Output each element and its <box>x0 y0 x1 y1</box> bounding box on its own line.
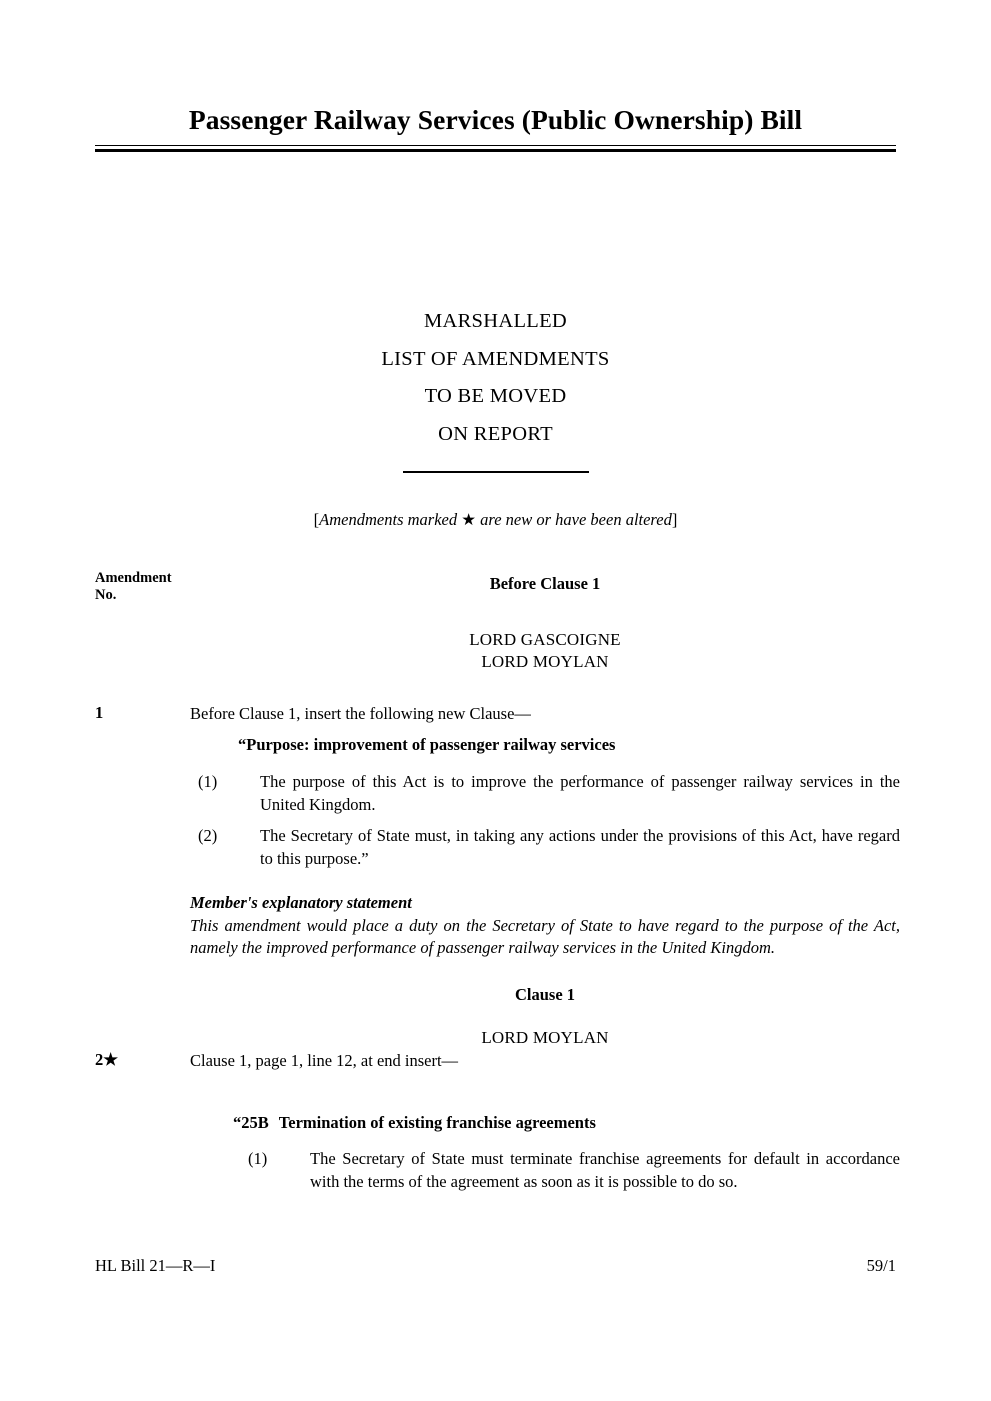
section-heading-clause-1: Clause 1 <box>514 985 576 1004</box>
explanatory-statement-1 <box>190 892 900 960</box>
subsection-text: The Secretary of State must terminate franchise agreements for default in accordance with the terms of the agreement as soon as it is possible to do so. <box>310 1149 900 1191</box>
subsection-1-1 <box>198 771 900 816</box>
divider-rule <box>403 471 589 473</box>
amendment-no-header-line2: No. <box>95 587 117 603</box>
star-note <box>95 510 896 530</box>
star-note-open-bracket: [ <box>313 510 320 529</box>
star-note-text-before: Amendments marked <box>319 510 462 529</box>
peer-name: LORD MOYLAN <box>481 1028 609 1047</box>
subsection-marker: (1) <box>198 772 218 791</box>
title-block <box>95 104 896 152</box>
sponsor-peers-1 <box>190 629 900 673</box>
inserted-clause-number: “25B <box>233 1113 269 1132</box>
amendment-number-2 <box>95 1050 118 1070</box>
subsection-marker: (2) <box>198 826 218 845</box>
star-icon: ★ <box>461 510 477 529</box>
headline-line-4: ON REPORT <box>438 422 553 445</box>
subsection-1-2 <box>198 825 900 870</box>
footer-page-number: 59/1 <box>866 1256 896 1275</box>
star-icon: ★ <box>103 1050 119 1069</box>
page-title: Passenger Railway Services (Public Ownership) Bill <box>188 104 803 135</box>
peer-name: LORD GASCOIGNE <box>469 630 621 649</box>
subsection-2-1 <box>248 1148 900 1193</box>
section-heading-before-clause-1: Before Clause 1 <box>489 574 601 593</box>
explanatory-statement-body: This amendment would place a duty on the Secretary of State to have regard to the purpose of the Act, namely the improved performance of passenger railway services in the United Kingdom. <box>190 915 900 957</box>
title-rule-thin <box>95 145 896 146</box>
peer-name: LORD MOYLAN <box>481 652 609 671</box>
amendment-lead-1: Before Clause 1, insert the following new Clause— <box>190 704 531 723</box>
headline-line-3: TO BE MOVED <box>424 385 567 407</box>
amendment-no-header-line1: Amendment <box>95 570 172 586</box>
inserted-clause-heading-2 <box>233 1113 596 1133</box>
amendment-number-value: 2 <box>95 1050 104 1069</box>
subsection-marker: (1) <box>248 1149 268 1168</box>
headline-line-2: LIST OF AMENDMENTS <box>381 347 610 370</box>
inserted-clause-title: Termination of existing franchise agreements <box>278 1113 596 1132</box>
star-note-text-after: are new or have been altered <box>476 510 672 529</box>
headline-stack <box>95 303 896 453</box>
page-footer <box>95 1256 896 1276</box>
amendment-number-1: 1 <box>95 703 104 722</box>
divider-rule-wrap <box>95 471 896 489</box>
title-rule-thick <box>95 149 896 152</box>
star-note-close-bracket: ] <box>671 510 678 529</box>
explanatory-statement-title: Member's explanatory statement <box>190 893 412 912</box>
subsection-text: The purpose of this Act is to improve the performance of passenger railway services in the United Kingdom. <box>260 772 900 814</box>
sponsor-peers-2 <box>190 1027 900 1049</box>
amendment-lead-2: Clause 1, page 1, line 12, at end insert— <box>190 1051 459 1070</box>
subsection-text: The Secretary of State must, in taking any actions under the provisions of this Act, have regard to this purpose.” <box>260 826 900 868</box>
inserted-clause-heading-1: “Purpose: improvement of passenger railway services <box>238 735 616 754</box>
headline-line-1: MARSHALLED <box>423 310 568 332</box>
footer-bill-reference: HL Bill 21—R—I <box>95 1256 216 1275</box>
